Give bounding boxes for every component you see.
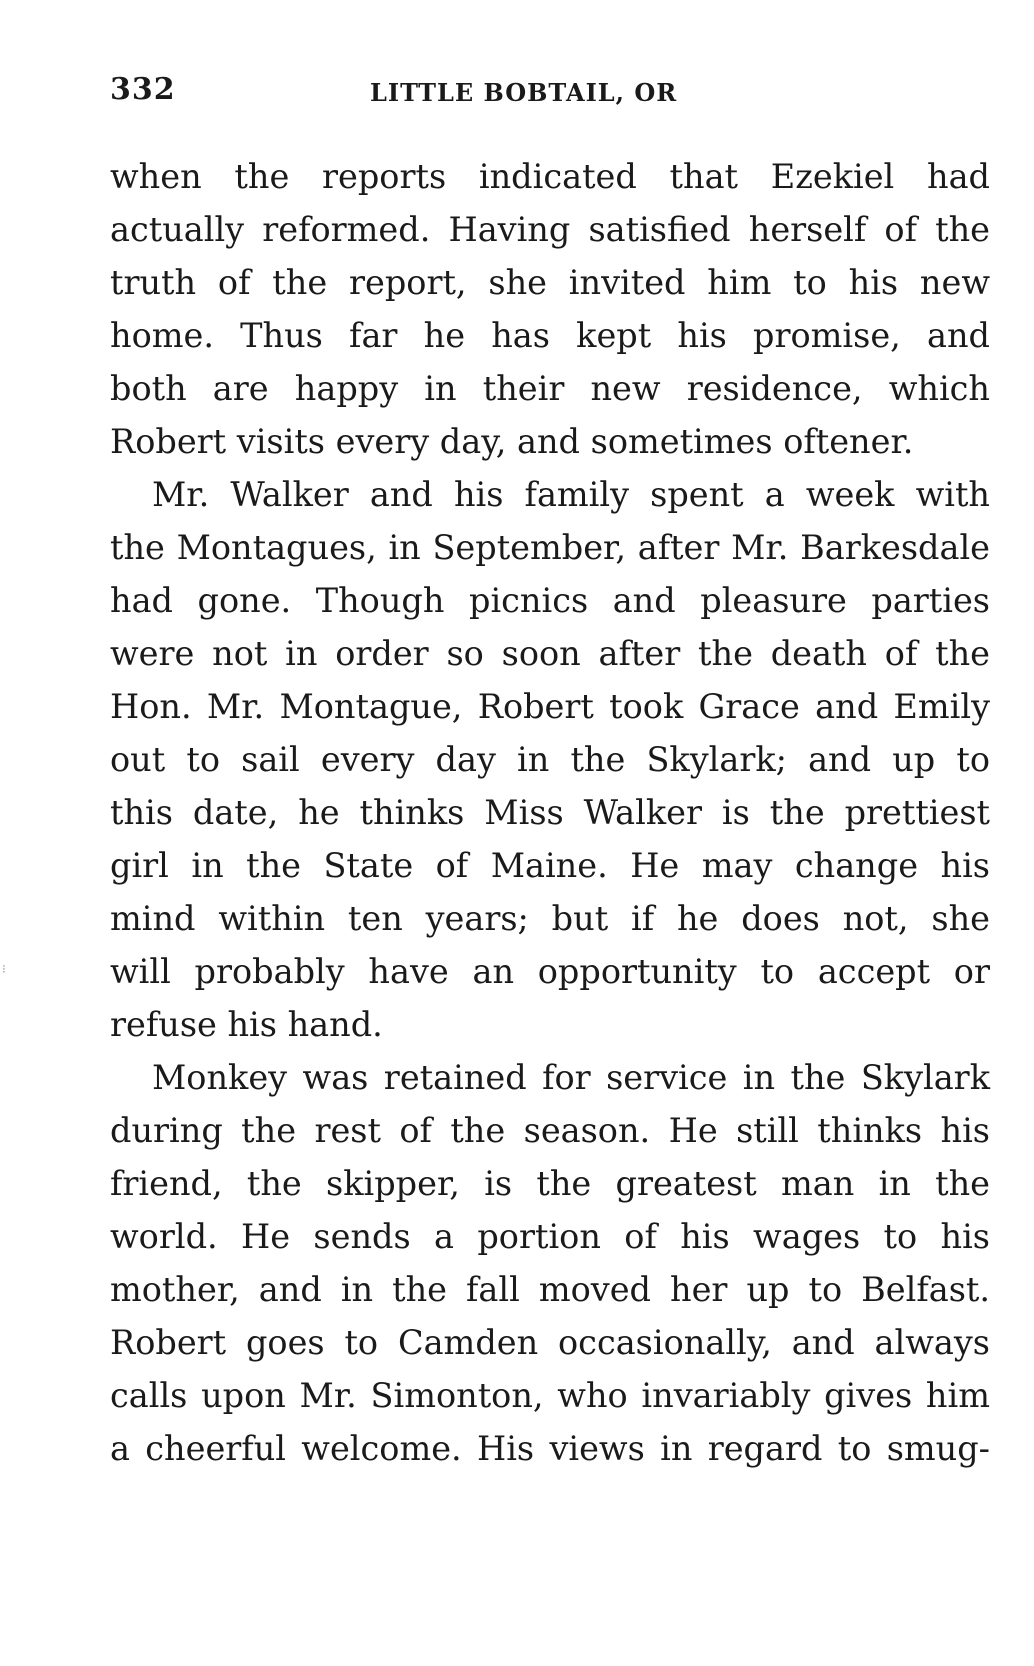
text-line: home. Thus far he has kept his promise, and [110,316,990,355]
text-line: girl in the State of Maine. He may change his [110,846,990,885]
text-line: Robert goes to Camden occasionally, and always [110,1323,990,1362]
scan-speck: ⁝ [2,962,6,976]
paragraph-1 [110,150,990,468]
paragraph-2 [110,468,990,1051]
text-line: had gone. Though picnics and pleasure parties [110,581,990,620]
text-line: truth of the report, she invited him to his new [110,263,990,302]
text-line: Robert visits every day, and sometimes oftener. [110,422,914,461]
text-line: out to sail every day in the Skylark; and up to [110,740,990,779]
text-line: actually reformed. Having satisfied herself of the [110,210,990,249]
text-line: will probably have an opportunity to accept or [110,952,990,991]
text-line: when the reports indicated that Ezekiel had [110,157,990,196]
text-line: during the rest of the season. He still thinks his [110,1111,990,1150]
text-line: world. He sends a portion of his wages to his [110,1217,990,1256]
paragraph-3 [110,1051,990,1475]
text-line: mind within ten years; but if he does not, she [110,899,990,938]
running-head [110,72,990,112]
text-line: Hon. Mr. Montague, Robert took Grace and Emily [110,687,990,726]
text-line: a cheerful welcome. His views in regard to smug- [110,1429,990,1468]
text-line: Mr. Walker and his family spent a week with [152,475,990,514]
text-line: mother, and in the fall moved her up to Belfast. [110,1270,990,1309]
text-line: the Montagues, in September, after Mr. Barkesdale [110,528,990,567]
text-line: refuse his hand. [110,1005,383,1044]
text-line: were not in order so soon after the death of the [110,634,990,673]
text-line: Monkey was retained for service in the Skylark [152,1058,990,1097]
text-line: this date, he thinks Miss Walker is the prettiest [110,793,990,832]
text-line: calls upon Mr. Simonton, who invariably gives him [110,1376,990,1415]
page-number: 332 [110,72,176,107]
running-title: LITTLE BOBTAIL, OR [370,78,678,107]
text-line: both are happy in their new residence, which [110,369,990,408]
text-line: friend, the skipper, is the greatest man in the [110,1164,990,1203]
body-text [110,150,990,1475]
